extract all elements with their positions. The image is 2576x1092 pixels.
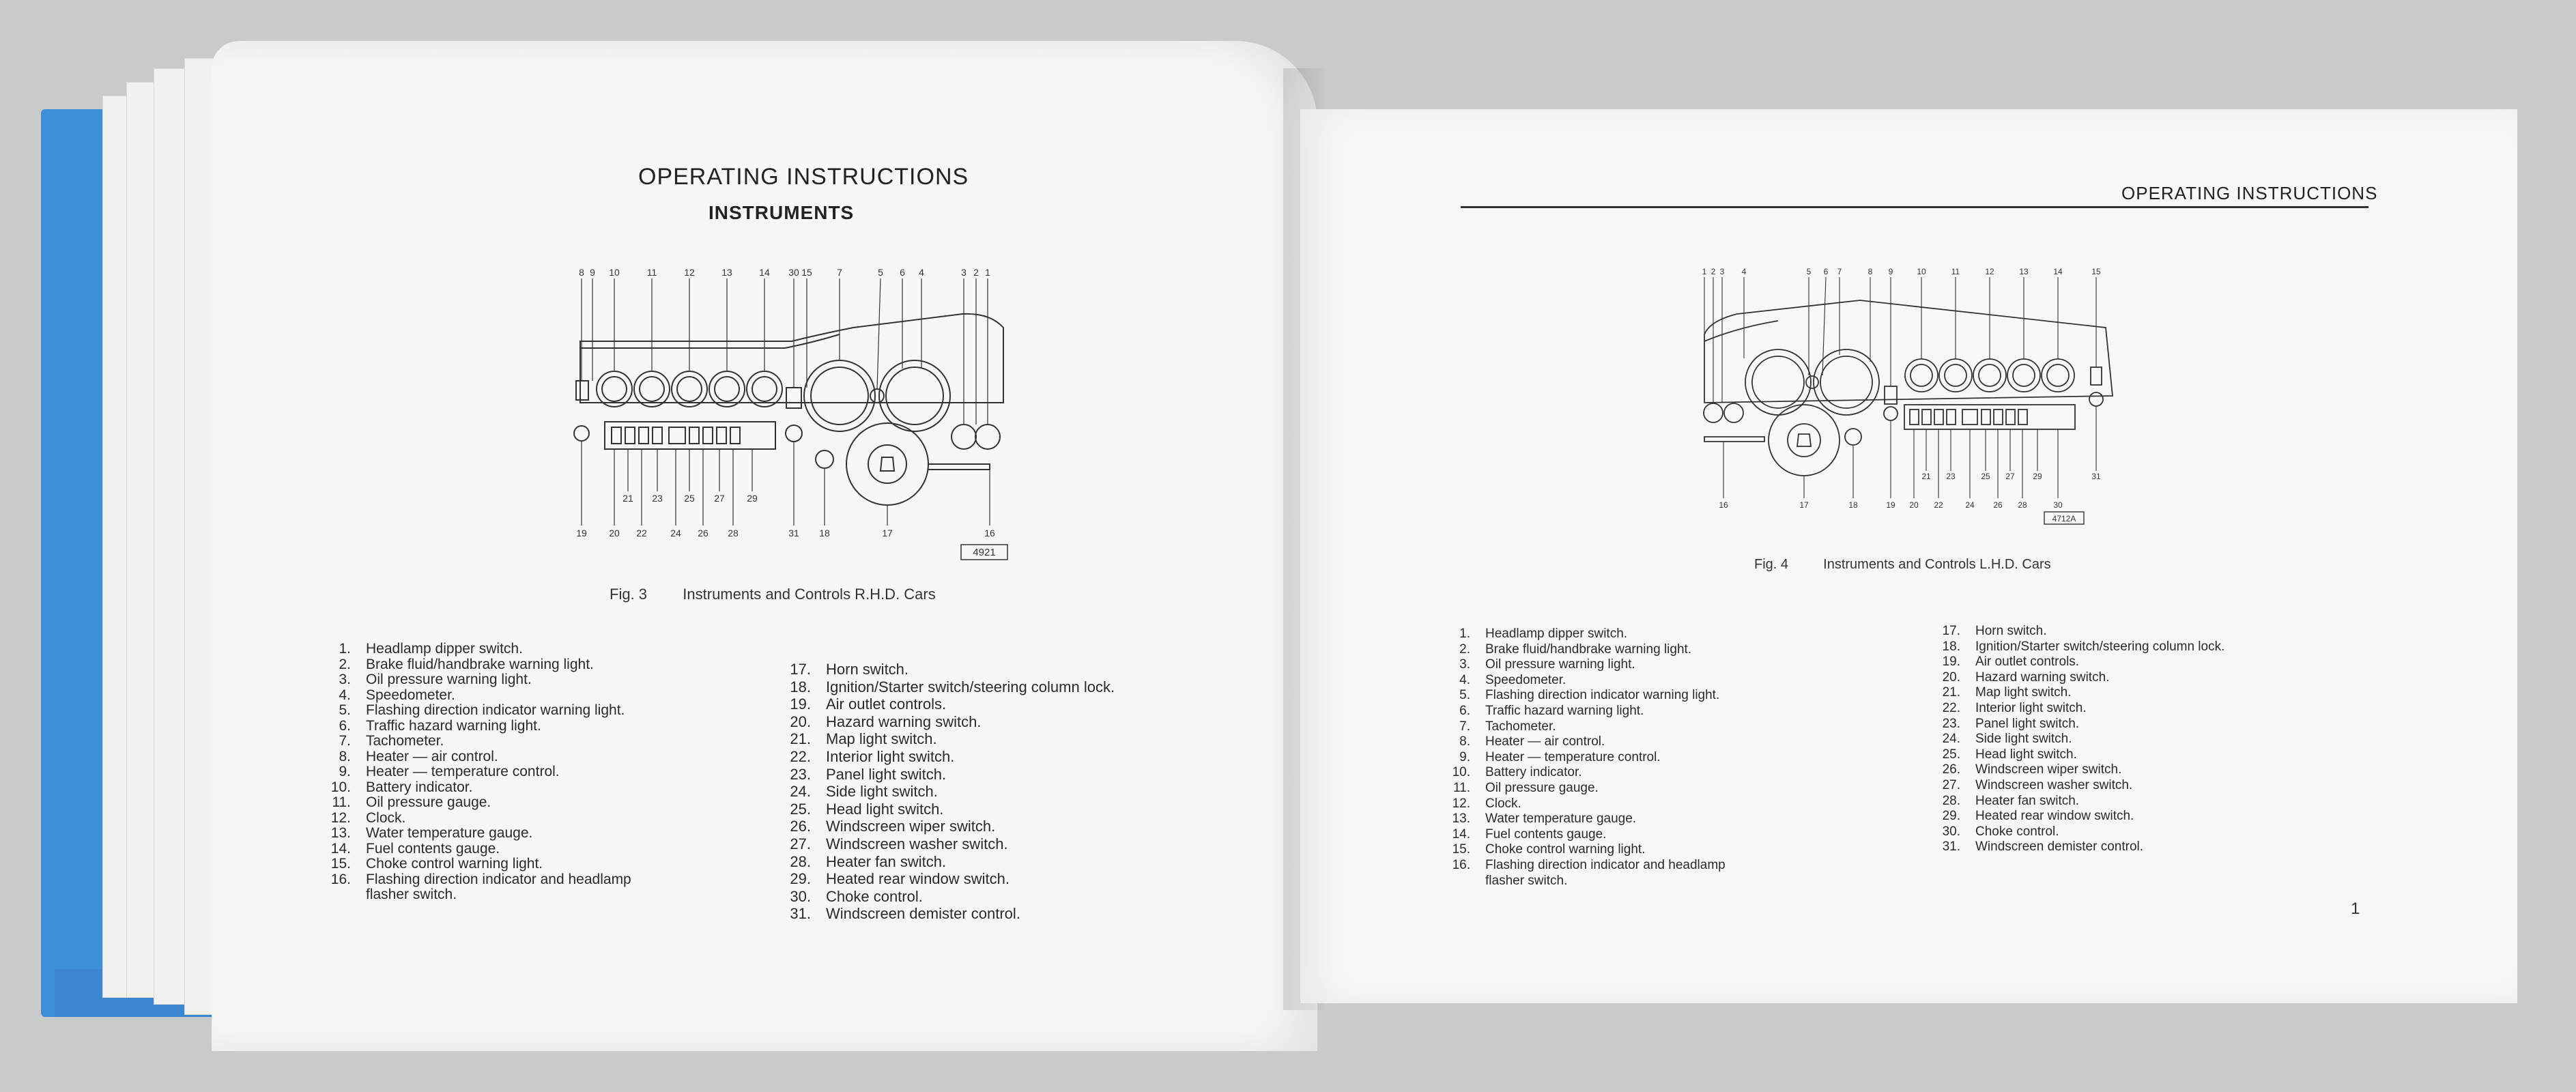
fig4-top-label: 12 [1985, 267, 1994, 276]
list-item-number: 29. [1942, 809, 1960, 824]
list-item-number: 5. [339, 702, 351, 718]
list-item [1932, 655, 2224, 670]
fig4-top-label: 3 [1719, 267, 1725, 276]
list-item-text: Interior light switch. [1975, 700, 2087, 715]
list-item [785, 783, 1115, 801]
list-item-number: 19. [790, 695, 811, 713]
list-item [325, 719, 631, 734]
fig4-bottom-label: 19 [1886, 500, 1895, 510]
list-item [325, 642, 631, 657]
fig3-top-label: 30 [788, 267, 799, 278]
list-item-number: 7. [1459, 719, 1470, 734]
list-item-text: Heated rear window switch. [1975, 809, 2134, 824]
page-number: 1 [2351, 900, 2360, 918]
list-item [1442, 704, 1726, 719]
fig4-top-label: 4 [1741, 267, 1747, 276]
list-item [785, 870, 1115, 888]
list-item [1442, 765, 1726, 781]
list-item-number: 4. [339, 687, 351, 703]
list-item-number: 19. [1942, 655, 1960, 670]
fig3-top-label: 8 [579, 267, 584, 278]
list-item [1442, 874, 1726, 889]
list-item-text: Hazard warning switch. [826, 713, 982, 730]
fig3-bottom-label: 22 [636, 528, 647, 538]
list-item [1932, 839, 2224, 855]
list-item-text: Traffic hazard warning light. [1485, 703, 1644, 718]
fig4-bottom-label: 25 [1981, 472, 1990, 481]
left-page-list-right [785, 661, 1115, 923]
list-item [1442, 750, 1726, 766]
list-item-text: Hazard warning switch. [1975, 670, 2110, 685]
list-item [1442, 688, 1726, 704]
fig4-top-label: 1 [1702, 267, 1707, 276]
list-item-number: 16. [1452, 857, 1470, 872]
fig4-bottom-label: 20 [1909, 500, 1919, 510]
list-item [325, 811, 631, 827]
list-item [325, 688, 631, 704]
fig3-caption-label: Fig. 3 [610, 586, 648, 603]
list-item-number: 18. [790, 678, 811, 695]
list-item [1932, 717, 2224, 732]
list-item-number: 22. [790, 747, 811, 765]
fig4-bottom-label: 24 [1965, 500, 1975, 510]
list-item-number: 31. [790, 905, 811, 923]
fig3-bottom-label: 27 [714, 493, 725, 504]
list-item-number: 1. [339, 641, 351, 657]
list-item [1442, 842, 1726, 858]
list-item-number: 17. [1942, 624, 1960, 638]
list-item-number: 9. [339, 764, 351, 779]
list-item-text: Speedometer. [1485, 672, 1566, 687]
list-item-text: Side light switch. [826, 783, 938, 801]
list-item-number: 15. [330, 856, 351, 872]
list-item-text: Windscreen washer switch. [826, 835, 1008, 852]
list-item-text: Map light switch. [826, 730, 937, 748]
list-item-text: Fuel contents gauge. [366, 840, 500, 857]
list-item [325, 795, 631, 811]
list-item [1442, 796, 1726, 812]
list-item-number: 25. [1942, 747, 1960, 762]
list-item-text: Map light switch. [1975, 685, 2072, 700]
list-item [785, 766, 1115, 784]
list-item-text: Heater — temperature control. [1485, 749, 1661, 764]
right-page-list-right [1932, 624, 2224, 855]
fig3-bottom-label: 16 [984, 528, 995, 538]
list-item-text: Windscreen demister control. [826, 905, 1020, 923]
fig4-top-label: 11 [1951, 267, 1960, 276]
list-item [1442, 657, 1726, 673]
list-item-number: 23. [1942, 716, 1960, 731]
list-item-text: Windscreen wiper switch. [826, 818, 996, 835]
list-item-number: 25. [790, 800, 811, 818]
list-item-text: Air outlet controls. [1975, 655, 2080, 670]
list-item-text: Flashing direction indicator and headlamp [366, 871, 631, 887]
fig4-caption [1754, 557, 2051, 573]
list-item [785, 888, 1115, 906]
list-item-number: 12. [1452, 796, 1470, 811]
list-item-text: Tachometer. [1485, 719, 1556, 734]
list-item [1442, 673, 1726, 689]
list-item-text: Head light switch. [1975, 747, 2077, 762]
fig3-bottom-label: 21 [622, 493, 633, 504]
list-item [325, 734, 631, 749]
list-item-text: Oil pressure gauge. [1485, 780, 1599, 795]
list-item-text: Fuel contents gauge. [1485, 827, 1607, 842]
list-item-number: 7. [339, 733, 351, 749]
list-item [1932, 778, 2224, 794]
list-item-number: 15. [1452, 842, 1470, 857]
list-item-text: Water temperature gauge. [1485, 811, 1637, 827]
list-item [785, 801, 1115, 818]
list-item-number: 11. [332, 794, 351, 810]
list-item-text: flasher switch. [366, 887, 457, 902]
list-item-number: 3. [339, 672, 351, 687]
fig3-bottom-label: 28 [728, 528, 739, 538]
list-item-number: 14. [330, 840, 351, 857]
fig4-bottom-label: 23 [1946, 472, 1956, 481]
list-item-text: flasher switch. [1485, 873, 1568, 888]
list-item-number: 24. [790, 783, 811, 801]
right-page-header-rule [1461, 206, 2369, 208]
fig4-top-label: 7 [1837, 267, 1842, 276]
fig4-bottom-label: 31 [2091, 472, 2101, 481]
list-item-text: Horn switch. [1975, 624, 2047, 638]
fig4-bottom-label: 17 [1799, 500, 1809, 510]
list-item [1932, 685, 2224, 701]
fig3-bottom-label: 24 [670, 528, 681, 538]
list-item [785, 678, 1115, 696]
fig4-top-label: 10 [1917, 267, 1926, 276]
list-item [325, 842, 631, 857]
list-item-number: 13. [1452, 811, 1470, 827]
list-item-text: Flashing direction indicator warning light. [1485, 688, 1720, 703]
list-item [1442, 781, 1726, 796]
list-item [325, 749, 631, 765]
fig4-bottom-label: 29 [2033, 472, 2042, 481]
list-item-text: Clock. [366, 809, 406, 826]
fig4-dashboard-diagram [1696, 266, 2119, 532]
list-item-number: 30. [790, 887, 811, 905]
list-item-number: 21. [1942, 685, 1960, 700]
list-item [785, 905, 1115, 923]
left-page-subtitle: INSTRUMENTS [709, 202, 855, 223]
fig3-top-label: 7 [837, 267, 842, 278]
list-item [1932, 732, 2224, 747]
list-item [1442, 827, 1726, 843]
left-page-list-left [325, 642, 631, 903]
list-item-text: Horn switch. [826, 661, 909, 678]
fig3-top-label: 3 [961, 267, 967, 278]
list-item [1442, 734, 1726, 750]
fig3-bottom-label: 18 [819, 528, 830, 538]
list-item-text: Heater fan switch. [826, 852, 947, 870]
fig3-top-label: 9 [590, 267, 595, 278]
list-item-text: Flashing direction indicator warning light. [366, 702, 625, 718]
list-item-text: Panel light switch. [1975, 716, 2080, 731]
fig3-ref-code: 4921 [973, 547, 996, 558]
list-item-number: 1. [1459, 627, 1470, 641]
fig3-caption [610, 586, 936, 603]
fig4-top-label: 6 [1823, 267, 1829, 276]
list-item [1442, 811, 1726, 827]
fig4-bottom-label: 22 [1934, 500, 1943, 510]
fig3-top-label: 11 [646, 267, 657, 278]
list-item-text: Ignition/Starter switch/steering column lock. [1975, 639, 2225, 654]
list-item [1932, 762, 2224, 778]
list-item-number: 22. [1942, 700, 1960, 715]
right-page-title: OPERATING INSTRUCTIONS [2121, 183, 2378, 203]
list-item [1932, 624, 2224, 640]
list-item-number: 18. [1942, 639, 1960, 654]
list-item-number: 21. [790, 730, 811, 748]
list-item-text: Oil pressure warning light. [1485, 657, 1635, 672]
list-item-text: Choke control warning light. [1485, 842, 1646, 857]
list-item-text: Panel light switch. [826, 765, 947, 783]
list-item-number: 27. [1942, 777, 1960, 792]
list-item-text: Water temperature gauge. [366, 825, 533, 841]
list-item-number: 14. [1452, 827, 1470, 842]
list-item-text: Brake fluid/handbrake warning light. [1485, 642, 1692, 657]
fig4-top-label: 13 [2019, 267, 2029, 276]
list-item-number: 4. [1459, 672, 1470, 687]
list-item-text: Choke control warning light. [366, 856, 543, 872]
list-item [1932, 794, 2224, 809]
list-item-text: Choke control. [1975, 824, 2059, 839]
list-item-text: Heater — air control. [366, 748, 498, 764]
list-item-number: 10. [330, 779, 351, 795]
list-item-text: Headlamp dipper switch. [366, 641, 523, 657]
list-item-number: 26. [1942, 762, 1960, 777]
list-item [1932, 824, 2224, 840]
right-page-list-left [1442, 627, 1726, 889]
list-item [1932, 809, 2224, 824]
fig4-bottom-label: 26 [1993, 500, 2003, 510]
fig4-bottom-label: 30 [2053, 500, 2063, 510]
list-item [1932, 640, 2224, 655]
list-item [325, 826, 631, 842]
fig4-bottom-label: 16 [1719, 500, 1728, 510]
list-item-text: Traffic hazard warning light. [366, 717, 541, 734]
list-item-number: 5. [1459, 688, 1470, 703]
fig3-top-label: 5 [878, 267, 883, 278]
list-item-text: Interior light switch. [826, 747, 955, 765]
list-item [785, 695, 1115, 713]
list-item-text: Head light switch. [826, 800, 944, 818]
list-item [1442, 719, 1726, 735]
fig4-bottom-label: 21 [1921, 472, 1931, 481]
list-item [1932, 747, 2224, 763]
fig3-top-label: 15 [801, 267, 812, 278]
list-item [325, 857, 631, 872]
list-item-text: Battery indicator. [1485, 765, 1582, 780]
list-item-number: 8. [1459, 734, 1470, 749]
fig3-bottom-label: 23 [652, 493, 663, 504]
list-item-text: Clock. [1485, 796, 1521, 811]
list-item-text: Oil pressure warning light. [366, 672, 532, 687]
list-item-text: Heated rear window switch. [826, 870, 1010, 888]
fig3-top-label: 6 [900, 267, 905, 278]
list-item [785, 835, 1115, 853]
list-item [785, 661, 1115, 678]
fig4-top-label: 5 [1806, 267, 1812, 276]
list-item [785, 818, 1115, 835]
fig4-ref-code: 4712A [2052, 514, 2076, 523]
list-item-number: 17. [790, 661, 811, 678]
fig3-top-label: 4 [919, 267, 924, 278]
list-item [325, 672, 631, 688]
list-item-number: 28. [1942, 793, 1960, 808]
fig3-bottom-label: 31 [788, 528, 799, 538]
fig3-top-label: 14 [759, 267, 770, 278]
list-item [785, 853, 1115, 871]
list-item-number: 6. [339, 717, 351, 734]
list-item-text: Ignition/Starter switch/steering column lock. [826, 678, 1115, 695]
list-item-number: 16. [330, 871, 351, 887]
list-item-number: 30. [1942, 824, 1960, 839]
list-item-text: Oil pressure gauge. [366, 794, 491, 810]
list-item-text: Choke control. [826, 887, 923, 905]
list-item-text: Speedometer. [366, 687, 455, 703]
list-item-number: 31. [1942, 839, 1960, 854]
fig3-dashboard-diagram [567, 266, 1031, 566]
list-item [1442, 642, 1726, 658]
list-item-text: Heater — air control. [1485, 734, 1605, 749]
list-item-number: 8. [339, 748, 351, 764]
list-item-text: Brake fluid/handbrake warning light. [366, 656, 594, 672]
list-item [1932, 701, 2224, 717]
list-item [325, 887, 631, 903]
list-item-number: 26. [790, 818, 811, 835]
list-item-text: Heater fan switch. [1975, 793, 2080, 808]
list-item [325, 764, 631, 780]
list-item-text: Flashing direction indicator and headlamp [1485, 857, 1726, 872]
fig4-caption-text: Instruments and Controls L.H.D. Cars [1823, 557, 2051, 572]
fig3-bottom-label: 19 [576, 528, 587, 538]
left-page-title: OPERATING INSTRUCTIONS [638, 164, 969, 190]
list-item-text: Headlamp dipper switch. [1485, 627, 1628, 641]
fig3-top-label: 2 [973, 267, 979, 278]
list-item [1932, 670, 2224, 686]
list-item-number: 2. [339, 656, 351, 672]
list-item-text: Heater — temperature control. [366, 764, 560, 779]
list-item-number [1442, 874, 1485, 889]
list-item-number: 3. [1459, 657, 1470, 672]
list-item-text: Air outlet controls. [826, 695, 947, 713]
list-item-text: Windscreen demister control. [1975, 839, 2144, 854]
list-item [785, 713, 1115, 731]
fig3-bottom-label: 20 [609, 528, 620, 538]
list-item-number: 27. [790, 835, 811, 852]
fig3-top-label: 1 [985, 267, 990, 278]
list-item-text: Tachometer. [366, 733, 444, 749]
list-item-text: Windscreen wiper switch. [1975, 762, 2122, 777]
list-item-number: 29. [790, 870, 811, 888]
fig3-caption-text: Instruments and Controls R.H.D. Cars [683, 586, 936, 603]
fig3-bottom-label: 29 [747, 493, 758, 504]
list-item-number [325, 887, 366, 903]
list-item-number: 2. [1459, 642, 1470, 657]
list-item-number: 24. [1942, 732, 1960, 747]
list-item [1442, 627, 1726, 642]
list-item-number: 13. [330, 825, 351, 841]
fig4-bottom-label: 27 [2005, 472, 2015, 481]
fig3-bottom-label: 17 [882, 528, 893, 538]
list-item-number: 23. [790, 765, 811, 783]
list-item [325, 872, 631, 888]
fig4-top-label: 8 [1867, 267, 1873, 276]
fig4-top-label: 14 [2053, 267, 2063, 276]
list-item-number: 6. [1459, 703, 1470, 718]
list-item-number: 12. [330, 809, 351, 826]
fig4-top-label: 2 [1711, 267, 1716, 276]
list-item [325, 657, 631, 673]
fig3-top-label: 12 [684, 267, 695, 278]
list-item-text: Side light switch. [1975, 732, 2072, 747]
fig4-top-label: 15 [2091, 267, 2101, 276]
fig3-bottom-label: 25 [684, 493, 695, 504]
fig4-bottom-label: 28 [2018, 500, 2027, 510]
list-item-number: 10. [1452, 765, 1470, 780]
list-item [1442, 858, 1726, 874]
fig3-top-label: 13 [721, 267, 732, 278]
fig4-bottom-label: 18 [1848, 500, 1858, 510]
list-item-text: Windscreen washer switch. [1975, 777, 2133, 792]
list-item-text: Battery indicator. [366, 779, 473, 795]
list-item [785, 730, 1115, 748]
list-item [785, 748, 1115, 766]
fig3-bottom-label: 26 [698, 528, 709, 538]
fig3-top-label: 10 [609, 267, 620, 278]
fig4-caption-label: Fig. 4 [1754, 557, 1789, 572]
list-item [325, 703, 631, 719]
fig4-top-label: 9 [1888, 267, 1893, 276]
list-item-number: 20. [790, 713, 811, 730]
list-item-number: 20. [1942, 670, 1960, 685]
list-item-number: 11. [1452, 780, 1470, 795]
list-item-number: 28. [790, 852, 811, 870]
list-item-number: 9. [1459, 749, 1470, 764]
list-item [325, 780, 631, 796]
